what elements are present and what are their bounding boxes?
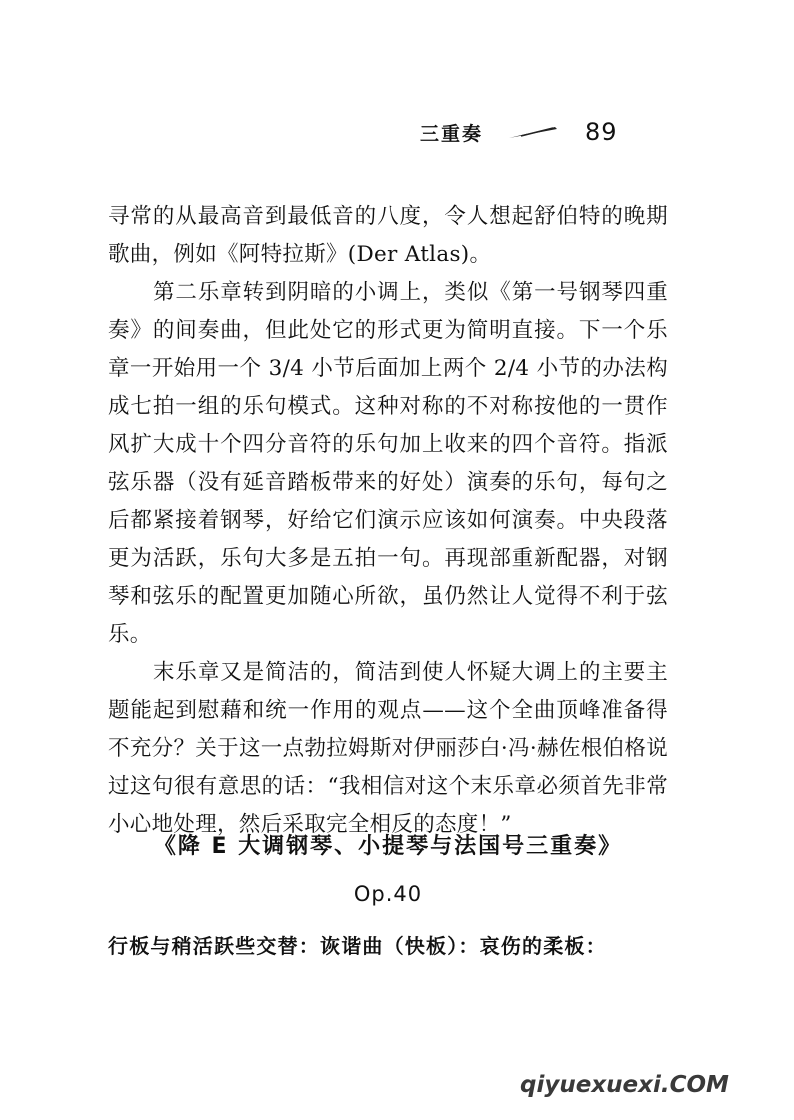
paragraph: 第二乐章转到阴暗的小调上，类似《第一号钢琴四重奏》的间奏曲，但此处它的形式更为简明直接。下一个乐章一开始用一个 3/4 小节后面加上两个 2/4 小节的办法构成七拍一组的乐句模式。这种对称的不对称按他的一贯作风扩大成十个四分音符的乐句加上收来的四个音符。指派弦乐器（没有延音踏板带来的好处）演奏的乐句，每句之后都紧接着钢琴，好给它们演示应该如何演奏。中央段落更为活跃，乐句大多是五拍一句。再现部重新配器，对钢琴和弦乐的配置更加随心所欲，虽仍然让人觉得不利于弦乐。 xyxy=(108,280,668,647)
body-text xyxy=(108,198,668,844)
header-title: 三重奏 xyxy=(420,122,484,145)
quill-ornament-icon xyxy=(507,124,559,140)
paragraph: 寻常的从最高音到最低音的八度，令人想起舒伯特的晚期歌曲，例如《阿特拉斯》(Der Atlas)。 xyxy=(108,204,668,267)
watermark: qiyuexuexi.COM xyxy=(520,1072,729,1098)
page-number: 89 xyxy=(585,118,618,146)
tempo-markings: 行板与稍活跃些交替：诙谐曲（快板）：哀伤的柔板： xyxy=(108,934,607,958)
opus-number: Op.40 xyxy=(353,882,423,906)
section-title: 《降 E 大调钢琴、小提琴与法国号三重奏》 xyxy=(153,834,623,859)
running-header xyxy=(420,116,660,148)
paragraph: 末乐章又是简洁的，简洁到使人怀疑大调上的主要主题能起到慰藉和统一作用的观点——这个全曲顶峰准备得不充分？关于这一点勃拉姆斯对伊丽莎白·冯·赫佐根伯格说过这句很有意思的话：“我相信对这个末乐章必须首先非常小心地处理，然后采取完全相反的态度！” xyxy=(108,660,668,837)
